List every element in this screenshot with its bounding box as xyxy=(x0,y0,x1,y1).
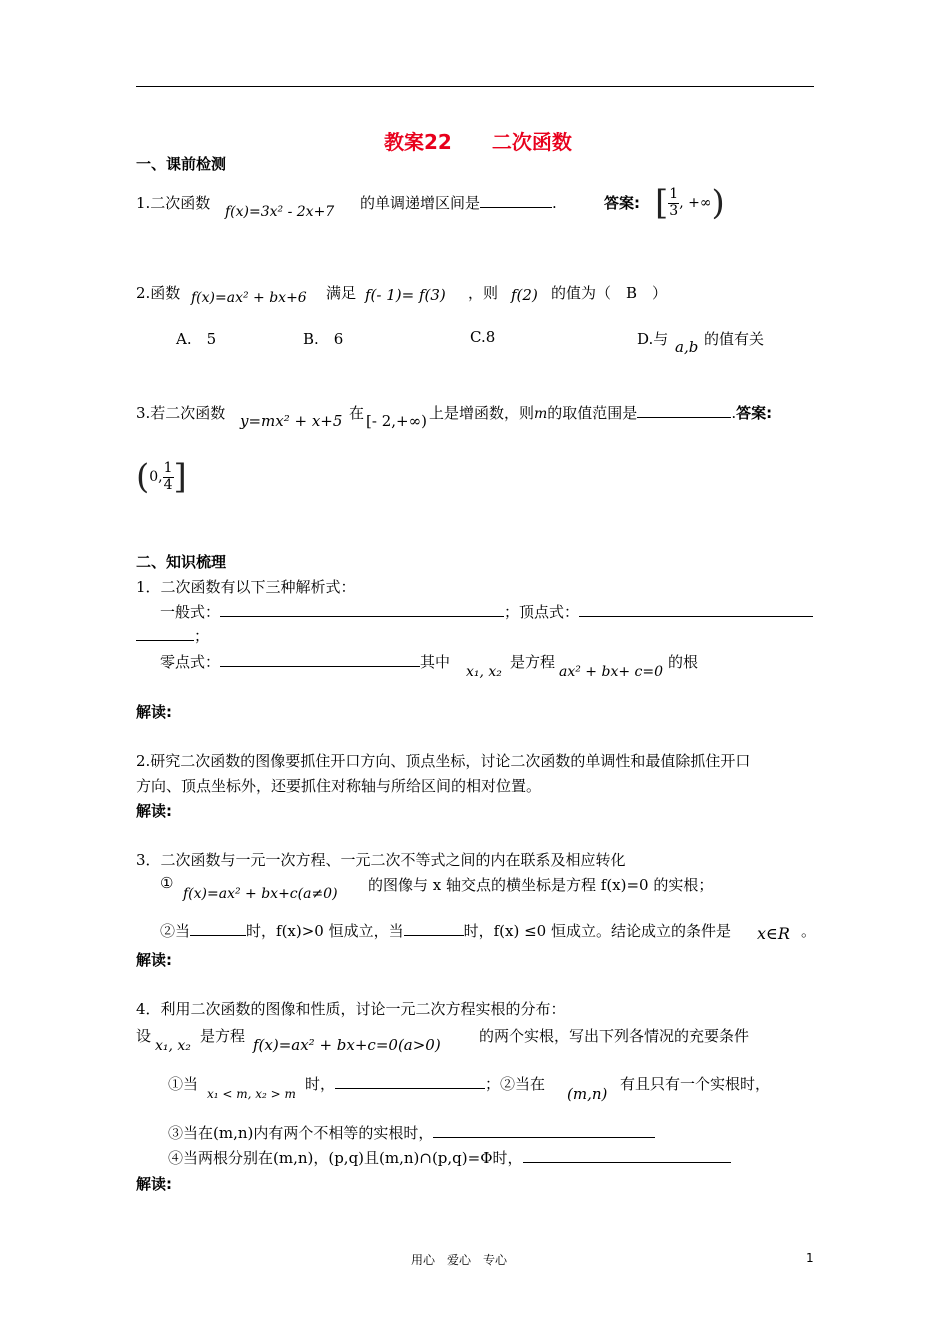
k1-zero-label: 零点式： xyxy=(160,653,221,671)
k3-item2-end: 。 xyxy=(801,922,817,940)
section-heading-1: 一、课前检测 xyxy=(136,155,227,173)
header-rule xyxy=(136,86,814,87)
q3-text: 3.若二次函数 xyxy=(136,404,226,422)
q1-answer-close: ) xyxy=(711,183,725,223)
k1-is-eq: 是方程 xyxy=(510,653,556,671)
q1-answer-open: [ xyxy=(655,183,669,223)
q3-formula: y=mx² + x+5 xyxy=(240,412,343,430)
q2-text: 2.函数 xyxy=(136,284,181,302)
k3-item2-mid2: 时，f(x) ≤0 恒成立。结论成立的条件是 xyxy=(463,922,731,940)
q1-answer-fraction xyxy=(668,187,679,219)
q1-answer-den: 3 xyxy=(669,202,679,219)
k1-equation: ax² + bx+ c=0 xyxy=(559,664,664,680)
k4-case2-tail: 有且只有一个实根时， xyxy=(620,1075,771,1093)
q3-answer-label: 答案: xyxy=(736,404,773,422)
q1-formula: f(x)=3x² - 2x+7 xyxy=(225,204,335,220)
q3-answer-num: 1 xyxy=(163,460,173,477)
q2-option-b[interactable]: B. 6 xyxy=(303,330,344,348)
k1-vertex-blank-cont[interactable] xyxy=(136,626,194,641)
q3-answer-open: ( xyxy=(136,457,150,497)
q2-then: ，则 xyxy=(468,284,499,302)
q2-option-c[interactable]: C.8 xyxy=(470,328,496,346)
k3-item2-blank1[interactable] xyxy=(190,921,246,936)
k4-case1-tail: 时， xyxy=(305,1075,336,1093)
k1-general-label: 一般式： xyxy=(160,603,221,621)
jiedu-2: 解读: xyxy=(136,802,172,820)
q2-target: f(2) xyxy=(511,286,538,304)
footer-slogan: 用心 爱心 专心 xyxy=(411,1253,508,1267)
k1-vertex-label: ；顶点式： xyxy=(504,603,580,621)
k1-text: 1．二次函数有以下三种解析式： xyxy=(136,578,356,596)
k4-case2-interval: (m,n) xyxy=(567,1085,608,1103)
k3-item1-formula: f(x)=ax² + bx+c(a≠0) xyxy=(183,886,338,902)
k3-item1-tail: 的图像与 x 轴交点的横坐标是方程 f(x)=0 的实根； xyxy=(368,876,714,894)
q3-period: . xyxy=(731,404,737,422)
question-1 xyxy=(136,192,210,213)
k4-equation: f(x)=ax² + bx+c=0(a>0) xyxy=(253,1036,441,1054)
k1-zero-blank[interactable] xyxy=(220,652,420,667)
q2-option-d-vars: a,b xyxy=(675,338,699,356)
k4-case1-cond: x₁ < m, x₂ > m xyxy=(207,1087,296,1101)
q2-option-d[interactable] xyxy=(637,328,668,349)
q1-period: . xyxy=(552,194,557,212)
k1-root-tail: 的根 xyxy=(668,653,699,671)
k1-general-blank[interactable] xyxy=(220,602,504,617)
section-heading-2: 二、知识梳理 xyxy=(136,553,227,571)
q3-var: m xyxy=(534,406,548,422)
q1-text: 1.二次函数 xyxy=(136,194,211,212)
k1-semicolon: ； xyxy=(194,627,210,645)
k4-case4-blank[interactable] xyxy=(523,1148,731,1163)
q3-in: 在 xyxy=(349,404,365,422)
k4-case3-blank[interactable] xyxy=(433,1123,655,1138)
q3-tail: 上是增函数，则 xyxy=(429,404,535,422)
q2-condition: f(- 1)= f(3) xyxy=(365,286,446,304)
q1-answer-num: 1 xyxy=(669,186,679,203)
k4-case1-blank[interactable] xyxy=(335,1074,485,1089)
k4-case2-label: ；②当在 xyxy=(485,1075,546,1093)
k3-item1-mark: ① xyxy=(160,874,174,892)
k3-text: 3．二次函数与一元一次方程、一元二次不等式之间的内在联系及相应转化 xyxy=(136,851,626,869)
page-number: 1 xyxy=(806,1251,814,1265)
q2-option-d-tail: 的值有关 xyxy=(704,330,765,348)
k3-item2-blank2[interactable] xyxy=(404,921,464,936)
q2-option-a[interactable]: A. 5 xyxy=(176,330,217,348)
k3-item2-cond: x∈R xyxy=(757,924,790,943)
page-title: 教案22 二次函数 xyxy=(384,130,572,154)
q3-tail2: 的取值范围是 xyxy=(547,404,638,422)
k4-roots: x₁, x₂ xyxy=(155,1038,191,1054)
q1-answer-label: 答案: xyxy=(604,194,640,212)
k3-item2-mark: ②当 xyxy=(160,922,191,940)
k2-line2: 方向、顶点坐标外，还要抓住对称轴与所给区间的相对位置。 xyxy=(136,777,542,795)
q3-interval: [- 2,+∞) xyxy=(366,412,427,430)
k4-set: 设 xyxy=(136,1027,152,1045)
k1-roots: x₁, x₂ xyxy=(466,664,502,680)
q2-mid: 满足 xyxy=(326,284,357,302)
k4-text: 4．利用二次函数的图像和性质，讨论一元二次方程实根的分布： xyxy=(136,1000,566,1018)
q1-answer xyxy=(655,183,725,223)
k4-case3-label: ③当在(m,n)内有两个不相等的实根时， xyxy=(168,1124,434,1142)
jiedu-1: 解读: xyxy=(136,703,172,721)
jiedu-3: 解读: xyxy=(136,951,172,969)
q1-answer-rest: , +∞ xyxy=(679,195,712,211)
q3-answer-blank[interactable] xyxy=(637,403,731,418)
k2-line1: 2.研究二次函数的图像要抓住开口方向、顶点坐标，讨论二次函数的单调性和最值除抓住开口 xyxy=(136,752,751,770)
k1-where: 其中 xyxy=(420,653,451,671)
q2-tail: 的值为（ B ） xyxy=(551,284,668,302)
q3-answer-fraction xyxy=(163,461,174,493)
q2-option-d-label: D.与 xyxy=(637,330,669,348)
q3-answer-close: ] xyxy=(173,457,187,497)
k1-vertex-blank[interactable] xyxy=(579,602,813,617)
q2-formula: f(x)=ax² + bx+6 xyxy=(191,290,307,306)
jiedu-4: 解读: xyxy=(136,1175,172,1193)
q1-tail: 的单调递增区间是 xyxy=(360,194,481,212)
k4-is-eq: 是方程 xyxy=(200,1027,246,1045)
q1-answer-blank[interactable] xyxy=(480,193,552,208)
q3-answer xyxy=(136,457,187,497)
q3-answer-zero: 0, xyxy=(149,469,163,485)
k4-case4-label: ④当两根分别在(m,n)，(p,q)且(m,n)∩(p,q)=Φ时， xyxy=(168,1149,523,1167)
k4-case1-label: ①当 xyxy=(168,1075,199,1093)
k4-eq-tail: 的两个实根，写出下列各情况的充要条件 xyxy=(479,1027,750,1045)
k3-item2-mid: 时，f(x)>0 恒成立，当 xyxy=(246,922,404,940)
q3-answer-den: 4 xyxy=(163,476,173,493)
